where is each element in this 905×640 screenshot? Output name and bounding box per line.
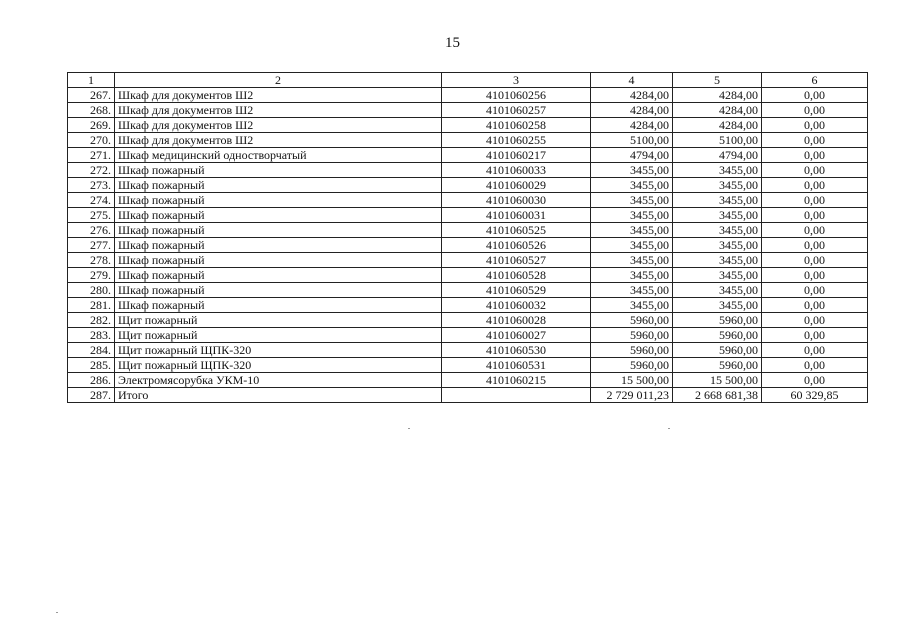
row-number: 283. (68, 328, 115, 343)
item-name: Шкаф пожарный (115, 283, 442, 298)
value-col-4: 3455,00 (591, 178, 673, 193)
scan-speck (56, 612, 58, 613)
value-col-6: 0,00 (762, 373, 868, 388)
row-number: 269. (68, 118, 115, 133)
row-number: 270. (68, 133, 115, 148)
value-col-4: 5960,00 (591, 328, 673, 343)
item-name: Щит пожарный (115, 328, 442, 343)
value-col-4: 4284,00 (591, 88, 673, 103)
value-col-5: 5960,00 (673, 343, 762, 358)
inventory-code: 4101060525 (442, 223, 591, 238)
value-col-6: 0,00 (762, 358, 868, 373)
inventory-code: 4101060255 (442, 133, 591, 148)
page-number: 15 (445, 35, 460, 51)
row-number: 274. (68, 193, 115, 208)
value-col-4: 3455,00 (591, 298, 673, 313)
value-col-5: 3455,00 (673, 178, 762, 193)
value-col-4: 15 500,00 (591, 373, 673, 388)
table-row (68, 178, 868, 193)
inventory-code: 4101060530 (442, 343, 591, 358)
value-col-4: 3455,00 (591, 253, 673, 268)
item-name: Шкаф пожарный (115, 253, 442, 268)
table-row (68, 298, 868, 313)
value-col-5: 3455,00 (673, 193, 762, 208)
inventory-code: 4101060526 (442, 238, 591, 253)
value-col-5: 3455,00 (673, 298, 762, 313)
row-number: 276. (68, 223, 115, 238)
value-col-6: 0,00 (762, 223, 868, 238)
row-number: 267. (68, 88, 115, 103)
inventory-code: 4101060215 (442, 373, 591, 388)
scan-speck (408, 428, 410, 429)
value-col-5: 4794,00 (673, 148, 762, 163)
value-col-4: 3455,00 (591, 208, 673, 223)
value-col-6: 0,00 (762, 328, 868, 343)
inventory-code: 4101060033 (442, 163, 591, 178)
value-col-6: 0,00 (762, 178, 868, 193)
column-header: 6 (762, 73, 868, 88)
table-row (68, 103, 868, 118)
item-name: Щит пожарный ЩПК-320 (115, 358, 442, 373)
row-number: 275. (68, 208, 115, 223)
value-col-6: 0,00 (762, 118, 868, 133)
table-row (68, 388, 868, 403)
table-row (68, 133, 868, 148)
value-col-5: 4284,00 (673, 118, 762, 133)
value-col-4: 3455,00 (591, 193, 673, 208)
item-name: Итого (115, 388, 442, 403)
inventory-code: 4101060529 (442, 283, 591, 298)
table-row (68, 283, 868, 298)
value-col-6: 0,00 (762, 103, 868, 118)
item-name: Шкаф пожарный (115, 208, 442, 223)
item-name: Шкаф для документов Ш2 (115, 118, 442, 133)
value-col-6: 0,00 (762, 238, 868, 253)
inventory-code: 4101060217 (442, 148, 591, 163)
row-number: 287. (68, 388, 115, 403)
row-number: 282. (68, 313, 115, 328)
value-col-5: 3455,00 (673, 208, 762, 223)
inventory-code: 4101060256 (442, 88, 591, 103)
value-col-6: 0,00 (762, 208, 868, 223)
row-number: 268. (68, 103, 115, 118)
value-col-5: 3455,00 (673, 223, 762, 238)
inventory-table (67, 72, 868, 403)
value-col-5: 5960,00 (673, 313, 762, 328)
item-name: Шкаф пожарный (115, 298, 442, 313)
value-col-5: 3455,00 (673, 253, 762, 268)
value-col-4: 5960,00 (591, 343, 673, 358)
inventory-code: 4101060028 (442, 313, 591, 328)
value-col-4: 3455,00 (591, 283, 673, 298)
inventory-code: 4101060032 (442, 298, 591, 313)
value-col-5: 3455,00 (673, 163, 762, 178)
column-header: 3 (442, 73, 591, 88)
value-col-5: 3455,00 (673, 268, 762, 283)
inventory-code: 4101060531 (442, 358, 591, 373)
inventory-code: 4101060258 (442, 118, 591, 133)
value-col-4: 4284,00 (591, 118, 673, 133)
table-row (68, 163, 868, 178)
table-row (68, 313, 868, 328)
value-col-5: 5960,00 (673, 328, 762, 343)
inventory-code: 4101060527 (442, 253, 591, 268)
value-col-4: 3455,00 (591, 268, 673, 283)
item-name: Шкаф медицинский одностворчатый (115, 148, 442, 163)
row-number: 278. (68, 253, 115, 268)
value-col-5: 3455,00 (673, 238, 762, 253)
value-col-6: 0,00 (762, 133, 868, 148)
value-col-4: 5960,00 (591, 358, 673, 373)
row-number: 273. (68, 178, 115, 193)
table-row (68, 253, 868, 268)
inventory-code: 4101060029 (442, 178, 591, 193)
value-col-5: 4284,00 (673, 88, 762, 103)
item-name: Электромясорубка УКМ-10 (115, 373, 442, 388)
column-header: 5 (673, 73, 762, 88)
inventory-code: 4101060031 (442, 208, 591, 223)
item-name: Шкаф пожарный (115, 268, 442, 283)
column-header: 4 (591, 73, 673, 88)
value-col-4: 2 729 011,23 (591, 388, 673, 403)
row-number: 286. (68, 373, 115, 388)
inventory-code: 4101060528 (442, 268, 591, 283)
value-col-6: 0,00 (762, 163, 868, 178)
value-col-5: 4284,00 (673, 103, 762, 118)
value-col-4: 5100,00 (591, 133, 673, 148)
value-col-6: 60 329,85 (762, 388, 868, 403)
table-row (68, 268, 868, 283)
value-col-6: 0,00 (762, 148, 868, 163)
value-col-6: 0,00 (762, 88, 868, 103)
item-name: Шкаф для документов Ш2 (115, 103, 442, 118)
column-header: 1 (68, 73, 115, 88)
table-row (68, 223, 868, 238)
table-header-row (68, 73, 868, 88)
value-col-6: 0,00 (762, 343, 868, 358)
item-name: Шкаф пожарный (115, 223, 442, 238)
row-number: 272. (68, 163, 115, 178)
row-number: 277. (68, 238, 115, 253)
item-name: Шкаф пожарный (115, 238, 442, 253)
value-col-5: 5960,00 (673, 358, 762, 373)
value-col-6: 0,00 (762, 253, 868, 268)
value-col-4: 4794,00 (591, 148, 673, 163)
item-name: Шкаф пожарный (115, 193, 442, 208)
table-row (68, 358, 868, 373)
item-name: Шкаф для документов Ш2 (115, 88, 442, 103)
value-col-5: 15 500,00 (673, 373, 762, 388)
row-number: 280. (68, 283, 115, 298)
value-col-6: 0,00 (762, 298, 868, 313)
item-name: Шкаф пожарный (115, 178, 442, 193)
value-col-5: 2 668 681,38 (673, 388, 762, 403)
value-col-5: 5100,00 (673, 133, 762, 148)
value-col-4: 3455,00 (591, 163, 673, 178)
item-name: Шкаф для документов Ш2 (115, 133, 442, 148)
item-name: Щит пожарный (115, 313, 442, 328)
table-row (68, 373, 868, 388)
table-row (68, 88, 868, 103)
item-name: Шкаф пожарный (115, 163, 442, 178)
value-col-4: 4284,00 (591, 103, 673, 118)
table-row (68, 118, 868, 133)
item-name: Щит пожарный ЩПК-320 (115, 343, 442, 358)
row-number: 285. (68, 358, 115, 373)
value-col-6: 0,00 (762, 313, 868, 328)
column-header: 2 (115, 73, 442, 88)
value-col-6: 0,00 (762, 268, 868, 283)
value-col-6: 0,00 (762, 193, 868, 208)
row-number: 284. (68, 343, 115, 358)
table-row (68, 238, 868, 253)
table-row (68, 343, 868, 358)
value-col-4: 3455,00 (591, 238, 673, 253)
row-number: 281. (68, 298, 115, 313)
table-row (68, 193, 868, 208)
table-row (68, 148, 868, 163)
inventory-code: 4101060027 (442, 328, 591, 343)
inventory-code: 4101060030 (442, 193, 591, 208)
value-col-6: 0,00 (762, 283, 868, 298)
table-row (68, 328, 868, 343)
value-col-4: 5960,00 (591, 313, 673, 328)
inventory-code: 4101060257 (442, 103, 591, 118)
table-row (68, 208, 868, 223)
value-col-5: 3455,00 (673, 283, 762, 298)
row-number: 271. (68, 148, 115, 163)
value-col-4: 3455,00 (591, 223, 673, 238)
scan-speck (668, 428, 670, 429)
row-number: 279. (68, 268, 115, 283)
inventory-code (442, 388, 591, 403)
